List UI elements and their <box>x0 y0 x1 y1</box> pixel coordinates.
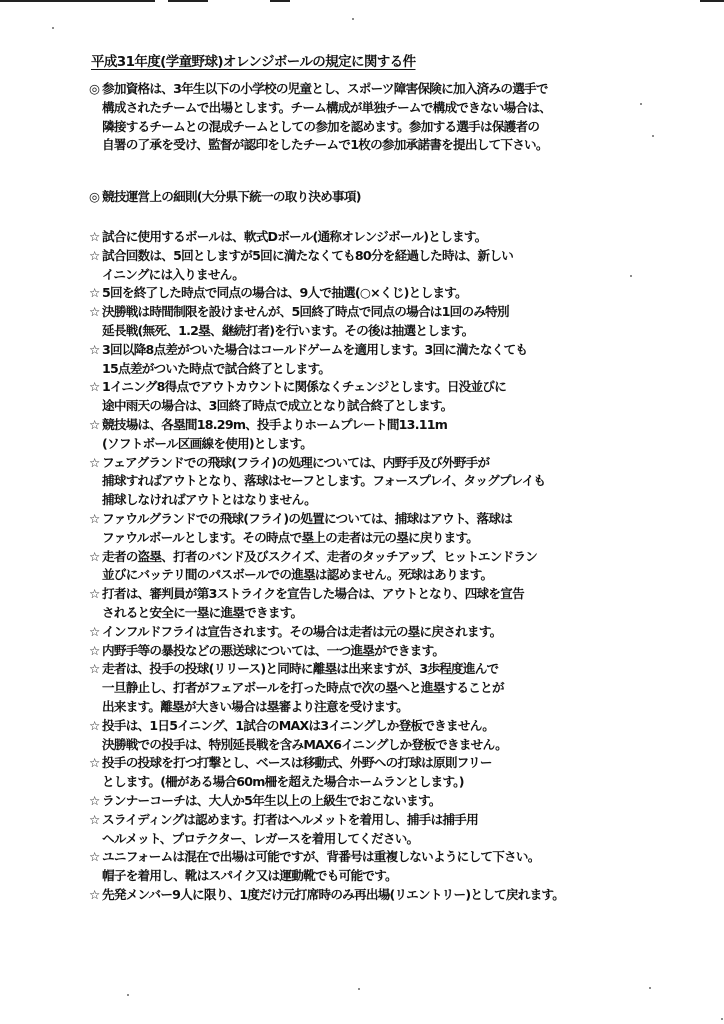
scan-speck <box>127 994 129 996</box>
rule-item <box>89 792 669 811</box>
scan-edge-artifact <box>0 0 155 2</box>
star-bullet-icon: ☆ <box>89 792 100 808</box>
rule-item <box>89 378 669 416</box>
double-circle-bullet-icon: ◎ <box>89 81 100 96</box>
rule-item <box>89 848 669 886</box>
rules-section-heading: ◎ 競技運営上の細則(大分県下統一の取り決め事項) <box>89 189 361 204</box>
star-bullet-icon: ☆ <box>89 849 100 865</box>
rule-line: ☆ 走者は、投手の投球(リリース)と同時に離塁は出来ますが、3歩程度進んで <box>89 660 669 679</box>
scan-speck <box>358 988 360 990</box>
rule-line: 出来ます。離塁が大きい場合は塁審より注意を受けます。 <box>102 698 408 714</box>
rule-line: 15点差がついた時点で試合終了とします。 <box>102 360 331 376</box>
rule-line: ☆ 決勝戦は時間制限を設けませんが、5回終了時点で同点の場合は1回のみ特別 <box>89 303 669 322</box>
rule-line: 延長戦(無死、1.2塁、継続打者)を行います。その後は抽選とします。 <box>102 322 474 338</box>
rule-item <box>89 754 669 792</box>
rule-line: ☆ ランナーコーチは、大人か5年生以上の上級生でおこないます。 <box>89 792 669 811</box>
star-bullet-icon: ☆ <box>89 510 100 526</box>
rule-line: ☆ インフルドフライは宣告されます。その場合は走者は元の塁に戻されます。 <box>89 623 669 642</box>
scan-speck <box>721 1018 723 1020</box>
rule-line: 捕球すればアウトとなり、落球はセーフとします。フォースプレイ、タッグプレイも <box>102 473 546 489</box>
star-bullet-icon: ☆ <box>89 341 100 357</box>
rule-item <box>89 284 669 303</box>
rule-item <box>89 642 669 661</box>
rule-line: ☆ 打者は、審判員が第3ストライクを宣告した場合は、アウトとなり、四球を宣告 <box>89 585 669 604</box>
star-bullet-icon: ☆ <box>89 548 100 564</box>
rule-line: ☆ 競技場は、各塁間18.29m、投手よりホームプレート間13.11m <box>89 416 669 435</box>
rule-line: 並びにバッテリ間のパスボールでの進塁は認めません。死球はあります。 <box>102 567 493 583</box>
rule-item <box>89 416 669 454</box>
rule-line: ☆ 3回以降8点差がついた場合はコールドゲームを適用します。3回に満たなくても <box>89 341 669 360</box>
rule-item <box>89 811 669 849</box>
rule-line: 決勝戦での投手は、特別延長戦を含みMAX6イニングしか登板できません。 <box>102 736 507 752</box>
star-bullet-icon: ☆ <box>89 661 100 677</box>
star-bullet-icon: ☆ <box>89 229 100 244</box>
eligibility-line: 構成されたチームで出場とします。チーム構成が単独チームで構成できない場合は、 <box>102 99 552 115</box>
rule-line: ☆ フェアグランドでの飛球(フライ)の処理については、内野手及び外野手が <box>89 454 669 473</box>
rule-line: ☆ 走者の盗塁、打者のバンド及びスクイズ、走者のタッチアップ、ヒットエンドラン <box>89 548 669 567</box>
rule-item <box>89 247 669 285</box>
rule-item <box>89 623 669 642</box>
rule-line: ☆ 先発メンバー9人に限り、1度だけ元打席時のみ再出場(リエントリー)として戻れます。 <box>89 886 669 905</box>
rule-line: ☆ 試合回数は、5回としますが5回に満たなくても80分を経過した時は、新しい <box>89 247 669 266</box>
rule-line: ☆ ユニフォームは混在で出場は可能ですが、背番号は重複しないようにして下さい。 <box>89 848 669 867</box>
rule-item <box>89 510 669 548</box>
rule-line: ☆ 投手の投球を打つ打撃とし、ベースは移動式、外野への打球は原則フリー <box>89 754 669 773</box>
rule-line: ☆ スライディングは認めます。打者はヘルメットを着用し、捕手は捕手用 <box>89 811 669 830</box>
star-bullet-icon: ☆ <box>89 285 100 301</box>
rule-item <box>89 717 669 755</box>
rule-line: ☆ 1イニング8得点でアウトカウントに関係なくチェンジとします。日没並びに <box>89 378 669 397</box>
rule-line: ☆ 内野手等の暴投などの悪送球については、一つ進塁ができます。 <box>89 642 669 661</box>
document-title: 平成31年度(学童野球)オレンジボールの規定に関する件 <box>91 54 416 70</box>
star-bullet-icon: ☆ <box>89 586 100 602</box>
eligibility-line: 自署の了承を受け、監督が認印をしたチームで1枚の参加承諾書を提出して下さい。 <box>102 137 548 153</box>
rules-list <box>89 228 669 905</box>
rule-item <box>89 228 669 247</box>
star-bullet-icon: ☆ <box>89 416 100 432</box>
rule-line: とします。(柵がある場合60m柵を超えた場合ホームランとします。) <box>102 774 464 790</box>
star-bullet-icon: ☆ <box>89 811 100 827</box>
eligibility-paragraph <box>89 80 669 155</box>
star-bullet-icon: ☆ <box>89 623 100 639</box>
star-bullet-icon: ☆ <box>89 379 100 395</box>
rule-item <box>89 454 669 510</box>
eligibility-line: ◎ 参加資格は、3年生以下の小学校の児童とし、スポーツ障害保険に加入済みの選手で <box>89 80 669 99</box>
rule-line: ヘルメット、プロテクター、レガースを着用してください。 <box>102 830 419 846</box>
rule-item <box>89 548 669 586</box>
rule-line: (ソフトボール区画線を使用)とします。 <box>102 435 313 451</box>
scan-speck <box>649 987 651 989</box>
star-bullet-icon: ☆ <box>89 304 100 320</box>
rule-line: ファウルボールとします。その時点で塁上の走者は元の塁に戻ります。 <box>102 529 479 545</box>
scan-speck <box>630 275 632 277</box>
eligibility-line: 隣接するチームとの混成チームとしての参加を認めます。参加する選手は保護者の <box>102 118 540 134</box>
rule-line: 途中雨天の場合は、3回終了時点で成立となり試合終了とします。 <box>102 398 453 414</box>
star-bullet-icon: ☆ <box>89 454 100 470</box>
scan-speck <box>640 103 642 105</box>
star-bullet-icon: ☆ <box>89 247 100 263</box>
double-circle-bullet-icon: ◎ <box>89 189 100 204</box>
rule-item <box>89 660 669 716</box>
scan-speck <box>652 135 654 137</box>
star-bullet-icon: ☆ <box>89 717 100 733</box>
star-bullet-icon: ☆ <box>89 755 100 771</box>
star-bullet-icon: ☆ <box>89 642 100 658</box>
rule-item <box>89 585 669 623</box>
scan-edge-artifact <box>700 0 724 2</box>
rule-item <box>89 303 669 341</box>
rule-line: イニングには入りません。 <box>102 266 245 282</box>
rule-line: ☆ ファウルグランドでの飛球(フライ)の処置については、捕球はアウト、落球は <box>89 510 669 529</box>
rule-line: ☆ 試合に使用するボールは、軟式Dボール(通称オレンジボール)とします。 <box>89 228 669 247</box>
rule-line: 捕球しなければアウトとはなりません。 <box>102 492 316 508</box>
rule-line: されると安全に一塁に進塁できます。 <box>102 604 303 620</box>
scan-edge-artifact <box>270 0 290 2</box>
rule-line: 帽子を着用し、靴はスパイク又は運動靴でも可能です。 <box>102 868 397 884</box>
scan-edge-artifact <box>168 0 208 2</box>
rule-line: ☆ 投手は、1日5イニング、1試合のMAXは3イニングしか登板できません。 <box>89 717 669 736</box>
rule-item <box>89 341 669 379</box>
scan-speck <box>52 27 54 29</box>
rule-line: 一旦静止し、打者がフェアボールを打った時点で次の塁へと進塁することが <box>102 680 504 696</box>
scan-speck <box>352 18 354 20</box>
rule-item <box>89 886 669 905</box>
rule-line: ☆ 5回を終了した時点で同点の場合は、9人で抽選(○×くじ)とします。 <box>89 284 669 303</box>
star-bullet-icon: ☆ <box>89 886 100 902</box>
